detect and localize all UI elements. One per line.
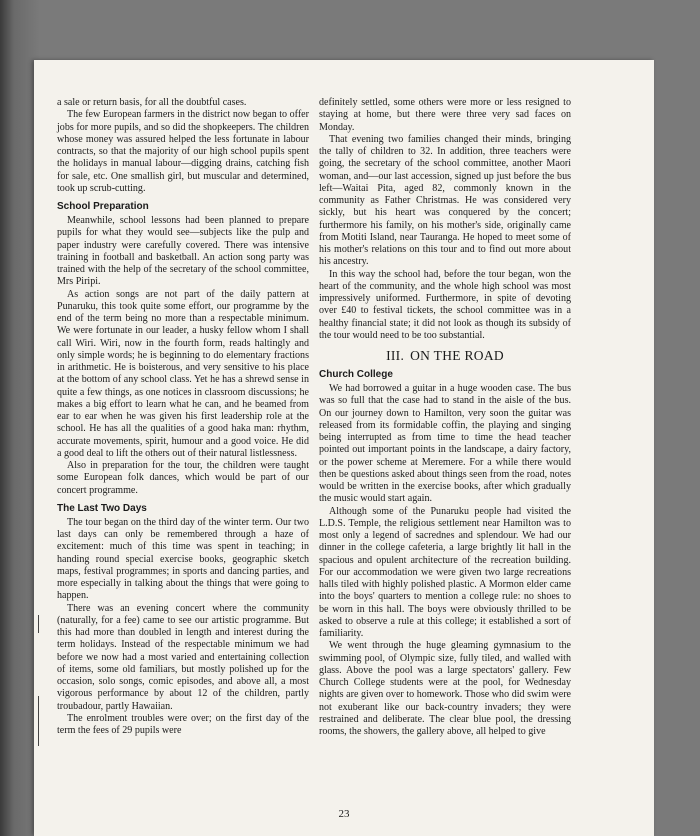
page-number: 23 — [338, 808, 350, 820]
paragraph: definitely settled, some others were more or less resigned to staying at home, but there were three very sad faces on Monday. — [319, 97, 571, 133]
section-heading — [319, 348, 571, 363]
right-column — [319, 97, 571, 738]
paragraph: Meanwhile, school lessons had been planned to prepare pupils for what they would see—subjects like the pulp and paper industry were carefully covered. There was intensive training in football and basketball. An action song party was trained with the help of the secretary of the school committee, Mrs Piripi. — [57, 215, 309, 288]
paragraph: The few European farmers in the district now began to offer jobs for more pupils, and so did the shopkeepers. The children whose money was assured helped the less fortunate in labour contracts, so that the majority of our high school pupils spent the holidays in manual labour—digging drains, catching fish for sale, etc. One smallish girl, but muscular and determined, took up scrub-cutting. — [57, 109, 309, 194]
margin-mark — [38, 615, 39, 633]
subheading: School Preparation — [57, 201, 149, 212]
margin-mark — [38, 696, 39, 746]
section-title: ON THE ROAD — [410, 348, 504, 363]
left-column — [57, 97, 309, 737]
document-page — [34, 60, 654, 836]
subheading: The Last Two Days — [57, 502, 147, 514]
paragraph: a sale or return basis, for all the doubtful cases. — [57, 97, 247, 108]
section-numeral: III. — [386, 348, 405, 363]
paragraph: As action songs are not part of the daily pattern at Punaruku, this took quite some effort, our programme by the end of the term being no more than a respectable minimum. We were fortunate in our leader, a husky fellow whom I shall call Wiri. Wiri, now in the fourth form, reads haltingly and only simple words; he is beginning to do elementary fractions in arithmetic. He is boisterous, and very sensitive to his place at the bottom of any school class. Yet he has a shrewd sense in quite a few things, as one notices in classroom discussions; he makes a big effort to learn what he can, and he beamed from ear to ear when he was given his first leadership role at the school. He has all the qualities of a good haka man: rhythm, accurate movements, spirit, humour and a good voice. He did a good deal to lift the others out of their natural listlessness. — [57, 288, 309, 459]
paragraph: We went through the huge gleaming gymnasium to the swimming pool, of Olympic size, fully tiled, and walled with glass. Above the pool was a large spectators' gallery. Few Church College students were at the pool, for Wednesday nights are given over to homework. Those who did swim were not exuberant like our back-country invaders; they were restrained and deliberate. The clear blue pool, the dressing rooms, the showers, the gallery above, all helped to give — [319, 640, 571, 737]
paragraph: Although some of the Punaruku people had visited the L.D.S. Temple, the religious settlement near Hamilton was to most only a legend of sacrednes and splendour. We had our dinner in the college cafeteria, a large brightly lit hall in the spacious and opulent architecture of the recreation building. For our accommodation we were given two large recreations halls tiled with highly polished plastic. A Mormon elder came into the boys' quarters to mention a college rule: no shoes to be worn in this hall. The boys were obviously thrilled to be asked to observe a rule at this college; it established a sort of familiarity. — [319, 505, 571, 639]
paragraph: In this way the school had, before the tour began, won the heart of the community, and the whole high school was most impressively uniformed. Furthermore, in spite of devoting over £40 to festival tickets, the school committee was in a healthy financial state; it did not look as though its subsidy of the tour would need to be too substantial. — [319, 268, 571, 341]
paragraph: That evening two families changed their minds, bringing the tally of children to 32. In addition, three teachers were going, the secretary of the school committee, another Maori woman, and—our last accession, signed up just before the bus left—Waitai Pita, aged 82, commonly known in the community as Father Christmas. He was considered very sickly, but his heart was conquered by the concert; furthermore his family, on his mother's side, originally came from Motiti Island, near Tauranga. He hoped to meet some of his mother's relations on this tour and to find out more about his ancestry. — [319, 133, 571, 268]
subheading: Church College — [319, 369, 393, 380]
paragraph: The enrolment troubles were over; on the first day of the term the fees of 29 pupils were — [57, 712, 309, 736]
paragraph: We had borrowed a guitar in a huge wooden case. The bus was so full that the case had to stand in the aisle of the bus. On our journey down to Hamilton, very soon the guitar was released from its formidable coffin, the playing and singing being interrupted as from time to time the head teacher pointed out important points in the landscape, a dairy factory, or the power scheme at Meremere. For a while there would then be questions asked about things seen from the road, notes would be written in the exercise books, after which gradually the music would start again. — [319, 383, 571, 505]
paragraph: The tour began on the third day of the winter term. Our two last days can only be remembered through a haze of excitement: much of this time was spent in teaching; in handing round special exercise books, geographic sketch maps, festival programmes; in sports and dancing parties, and more especially in talking about the things that were going to happen. — [57, 516, 309, 602]
paragraph: There was an evening concert where the community (naturally, for a fee) came to see our artistic programme. But this had more than doubled in length and interest during the term holidays. Instead of the respectable minimum we had before we now had a most varied and entertaining collection of items, some old familiars, but mostly polished up for the occasion, solo songs, comic episodes, and above all, a most vigorous performance by about 12 of the children, partly troubadour, partly Hawaiian. — [57, 602, 309, 712]
paragraph: Also in preparation for the tour, the children were taught some European folk dances, which would be part of our concert programme. — [57, 460, 309, 496]
